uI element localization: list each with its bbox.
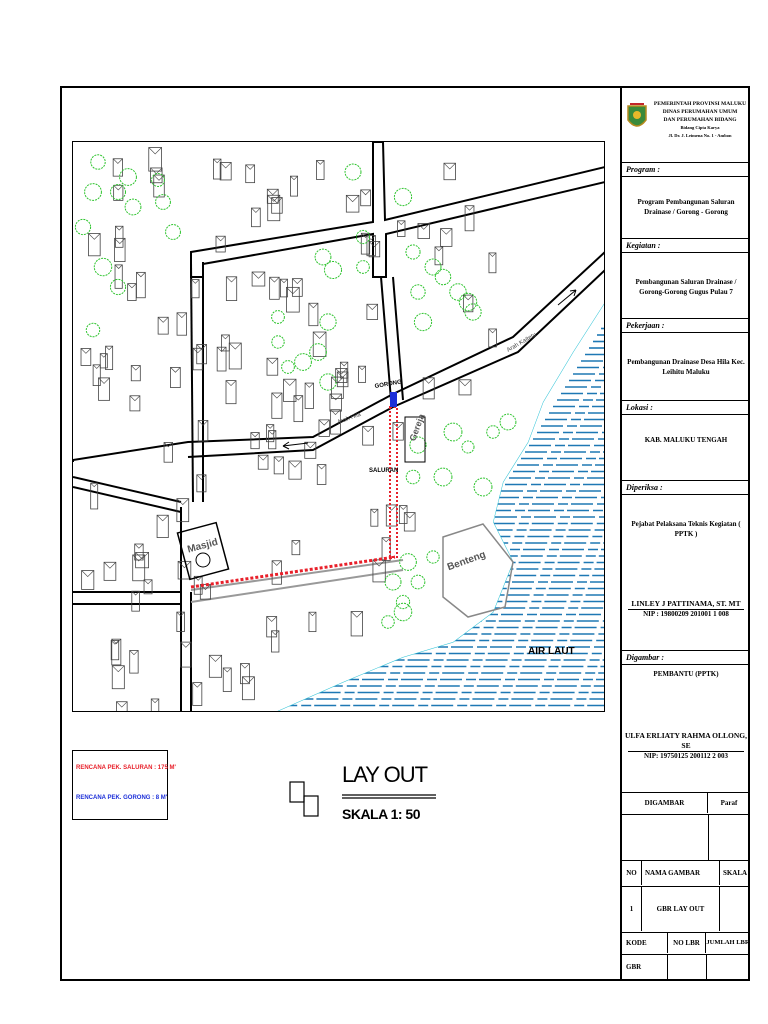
legend-gorong: RENCANA PEK. GORONG : 8 M'	[76, 795, 168, 801]
legend-saluran: RENCANA PEK. SALURAN : 175 M'	[76, 765, 176, 771]
kode-value: GBR	[622, 955, 668, 980]
sign-divider	[708, 815, 709, 861]
institution-line-2: DINAS PERUMAHAN UMUM	[662, 109, 738, 115]
diperiksa-label: Diperiksa :	[622, 481, 750, 495]
row-kode-value	[622, 954, 750, 979]
section-digambar	[622, 650, 750, 796]
label-masjid: Masjid	[186, 536, 220, 556]
label-air-laut: AIR LAUT	[528, 646, 575, 657]
gorong-culvert	[390, 392, 397, 407]
legend-box	[72, 750, 176, 820]
site-map	[72, 141, 605, 712]
map-drawing	[73, 142, 605, 712]
col-paraf: Paraf	[720, 799, 738, 807]
row-kode-header	[622, 932, 750, 954]
institution-header	[652, 100, 748, 140]
label-benteng: Benteng	[445, 549, 488, 574]
label-road-upper: Arah Kaitetu	[506, 332, 538, 354]
digambar-label: Digambar :	[622, 651, 750, 665]
diperiksa-nip: NIP : 19800209 201001 1 008	[628, 609, 744, 619]
col-kode: KODE	[622, 933, 668, 953]
institution-line-5: Jl. Dr. J. Leimena No. 1 - Ambon	[668, 133, 732, 138]
kegiatan-value: Pembangunan Saluran Drainase / Gorong-Gorong Gugus Pulau 7	[635, 278, 737, 296]
label-saluran: SALURAN	[369, 468, 399, 474]
section-lokasi	[622, 400, 750, 480]
label-gereja: Gereja	[407, 412, 427, 443]
digambar-name: ULFA ERLIATY RAHMA OLLONG, SE	[625, 731, 747, 750]
institution-line-4: Bidang Cipta Karya	[680, 125, 720, 130]
institution-line-3: DAN PERUMAHAN BIDANG	[663, 117, 737, 123]
row-nama-gambar-value	[622, 886, 750, 932]
col-no: NO	[622, 861, 642, 885]
col-jumlah-lbr: JUMLAH LBR	[706, 939, 750, 946]
digambar-value: PEMBANTU (PPTK)	[653, 670, 719, 678]
row-sign-box	[622, 814, 750, 860]
layout-scale: SKALA 1: 50	[342, 806, 421, 822]
col-no-lbr: NO LBR	[668, 933, 706, 953]
pekerjaan-label: Pekerjaan :	[622, 319, 750, 333]
section-program	[622, 162, 750, 240]
program-label: Program :	[622, 163, 750, 177]
col-nama-gambar: NAMA GAMBAR	[642, 861, 720, 885]
lokasi-value: KAB. MALUKU TENGAH	[644, 436, 728, 444]
pekerjaan-value: Pembangunan Drainase Desa Hila Kec. Leihitu Maluku	[627, 358, 745, 376]
kode-divider	[706, 955, 707, 980]
province-logo	[626, 100, 648, 134]
digambar-nip: NIP: 19750125 200112 2 003	[628, 751, 744, 761]
col-skala: SKALA	[722, 869, 748, 877]
label-gorong: GORONG	[374, 379, 403, 390]
row-digambar-paraf	[622, 792, 750, 814]
section-pekerjaan	[622, 318, 750, 398]
kegiatan-label: Kegiatan :	[622, 239, 750, 253]
row-nama-gambar-header	[622, 860, 750, 886]
label-road-left: Arah Hila	[336, 411, 362, 426]
title-block	[620, 86, 750, 981]
diperiksa-name: LINLEY J PATTINAMA, ST. MT	[631, 599, 741, 608]
shield-icon	[626, 100, 648, 134]
row-no-value: 1	[622, 887, 642, 931]
institution-line-1: PEMERINTAH PROVINSI MALUKU	[653, 101, 747, 107]
diperiksa-value: Pejabat Pelaksana Teknis Kegiatan ( PPTK )	[631, 520, 741, 538]
col-digambar: DIGAMBAR	[622, 793, 708, 813]
lokasi-label: Lokasi :	[622, 401, 750, 415]
section-diperiksa	[622, 480, 750, 646]
row-nama-value: GBR LAY OUT	[642, 887, 720, 931]
layout-title: LAY OUT	[342, 762, 428, 787]
section-kegiatan	[622, 238, 750, 316]
program-value: Program Pembangunan Saluran Drainase / Gorong - Gorong	[637, 198, 735, 216]
